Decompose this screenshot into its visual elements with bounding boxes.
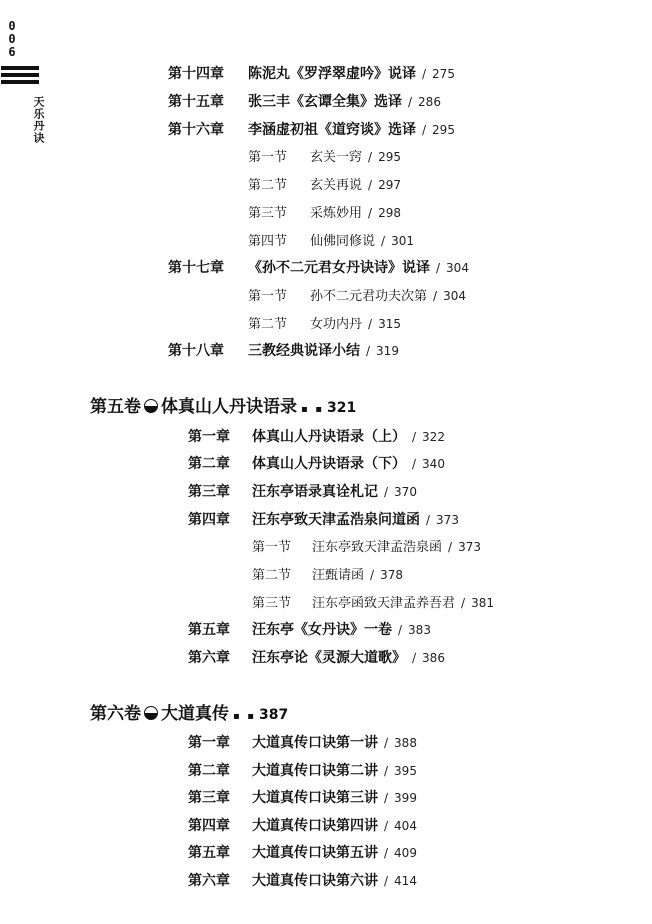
- section-label: 第二节: [248, 317, 288, 332]
- volume-dots: ▪ ▪: [233, 711, 257, 722]
- chapter-label: 第二章: [188, 456, 230, 472]
- separator: /: [422, 123, 427, 137]
- section-title: 汪东亭函致天津孟养吾君: [312, 596, 456, 611]
- page-ref: 387: [259, 707, 289, 723]
- page-ref: 286: [418, 95, 441, 109]
- toc-entry[interactable]: [188, 761, 417, 780]
- toc-section[interactable]: [252, 565, 403, 585]
- toc-entry[interactable]: [188, 816, 417, 835]
- chapter-title: 汪东亭语录真诠札记: [252, 484, 378, 500]
- page-ref: 370: [394, 485, 417, 499]
- chapter-label: 第十八章: [168, 343, 224, 359]
- page-ref: 378: [380, 568, 403, 582]
- separator: /: [412, 651, 417, 665]
- page-ref: 319: [376, 344, 399, 358]
- section-label: 第三节: [252, 596, 292, 611]
- chapter-label: 第一章: [188, 429, 230, 445]
- chapter-label: 第三章: [188, 484, 230, 500]
- page-ref: 321: [327, 400, 357, 416]
- chapter-label: 第十七章: [168, 260, 224, 276]
- section-label: 第四节: [248, 234, 288, 249]
- separator: /: [366, 344, 371, 358]
- section-title: 采炼妙用: [310, 206, 363, 221]
- separator: /: [408, 95, 413, 109]
- separator: /: [370, 568, 375, 582]
- chapter-title: 体真山人丹诀语录（上）: [252, 429, 406, 445]
- separator: /: [384, 846, 389, 860]
- toc-entry[interactable]: [188, 482, 417, 501]
- chapter-label: 第十五章: [168, 94, 224, 110]
- separator: /: [426, 513, 431, 527]
- section-label: 第二节: [248, 178, 288, 193]
- separator: /: [384, 819, 389, 833]
- chapter-title: 李涵虚初祖《道窍谈》选译: [248, 122, 416, 138]
- toc-section[interactable]: [248, 147, 401, 167]
- separator: /: [412, 430, 417, 444]
- chapter-label: 第一章: [188, 735, 230, 751]
- header-rule: [1, 66, 39, 87]
- chapter-label: 第六章: [188, 650, 230, 666]
- volume-title: 体真山人丹诀语录: [161, 397, 297, 417]
- separator: /: [433, 289, 438, 303]
- section-title: 玄关再说: [310, 178, 363, 193]
- toc-entry-ch15[interactable]: [168, 92, 441, 111]
- separator: /: [368, 150, 373, 164]
- chapter-label: 第五章: [188, 845, 230, 861]
- page-ref: 340: [422, 457, 445, 471]
- chapter-label: 第五章: [188, 622, 230, 638]
- chapter-title: 体真山人丹诀语录（下）: [252, 456, 406, 472]
- volume-label: 第六卷: [90, 704, 141, 724]
- separator: /: [384, 764, 389, 778]
- toc-section[interactable]: [252, 593, 494, 613]
- chapter-label: 第十四章: [168, 66, 224, 82]
- toc-entry[interactable]: [188, 843, 417, 862]
- chapter-title: 汪东亭《女丹诀》一卷: [252, 622, 392, 638]
- separator: /: [436, 261, 441, 275]
- toc-section[interactable]: [248, 175, 401, 195]
- separator: /: [422, 67, 427, 81]
- toc-section[interactable]: [248, 203, 401, 223]
- chapter-title: 大道真传口诀第一讲: [252, 735, 378, 751]
- toc-section[interactable]: [252, 537, 481, 557]
- page-ref: 304: [446, 261, 469, 275]
- toc-entry-ch14[interactable]: [168, 64, 455, 83]
- chapter-title: 大道真传口诀第五讲: [252, 845, 378, 861]
- page-ref: 409: [394, 846, 417, 860]
- toc-section[interactable]: [248, 314, 401, 334]
- page-ref: 395: [394, 764, 417, 778]
- page-ref: 399: [394, 791, 417, 805]
- page-ref: 295: [378, 150, 401, 164]
- toc-section[interactable]: [248, 231, 414, 251]
- separator: /: [381, 234, 386, 248]
- page-ref: 315: [378, 317, 401, 331]
- separator: /: [368, 178, 373, 192]
- chapter-title: 大道真传口诀第六讲: [252, 873, 378, 889]
- toc-entry-ch18[interactable]: [168, 341, 399, 360]
- page-ref: 295: [432, 123, 455, 137]
- section-title: 汪甄请函: [312, 568, 365, 583]
- page-ref: 414: [394, 874, 417, 888]
- toc-entry[interactable]: [188, 620, 431, 639]
- separator: /: [461, 596, 466, 610]
- separator: /: [384, 485, 389, 499]
- toc-entry[interactable]: [188, 788, 417, 807]
- chapter-title: 大道真传口诀第二讲: [252, 763, 378, 779]
- taiji-icon: [144, 399, 158, 413]
- section-title: 仙佛同修说: [310, 234, 376, 249]
- section-label: 第一节: [252, 540, 292, 555]
- chapter-title: 汪东亭论《灵源大道歌》: [252, 650, 406, 666]
- chapter-title: 大道真传口诀第三讲: [252, 790, 378, 806]
- page-ref: 298: [378, 206, 401, 220]
- taiji-icon: [144, 706, 158, 720]
- toc-entry[interactable]: [188, 871, 417, 890]
- section-title: 女功内丹: [310, 317, 363, 332]
- chapter-title: 大道真传口诀第四讲: [252, 818, 378, 834]
- separator: /: [368, 317, 373, 331]
- chapter-label: 第四章: [188, 512, 230, 528]
- section-label: 第一节: [248, 289, 288, 304]
- page-ref: 322: [422, 430, 445, 444]
- toc-entry-ch17[interactable]: [168, 258, 469, 277]
- toc-entry[interactable]: [188, 733, 417, 752]
- running-title: 天乐丹诀: [32, 96, 45, 144]
- section-title: 玄关一窍: [310, 150, 363, 165]
- page-ref: 386: [422, 651, 445, 665]
- chapter-title: 汪东亭致天津孟浩泉问道函: [252, 512, 420, 528]
- toc-section[interactable]: [248, 286, 466, 306]
- section-label: 第二节: [252, 568, 292, 583]
- chapter-label: 第六章: [188, 873, 230, 889]
- page-ref: 383: [408, 623, 431, 637]
- section-title: 孙不二元君功夫次第: [310, 289, 428, 304]
- page-ref: 301: [391, 234, 414, 248]
- volume-heading-6[interactable]: [90, 703, 288, 728]
- volume-title: 大道真传: [161, 704, 229, 724]
- separator: /: [384, 736, 389, 750]
- chapter-label: 第二章: [188, 763, 230, 779]
- separator: /: [384, 874, 389, 888]
- section-title: 汪东亭致天津孟浩泉函: [312, 540, 443, 555]
- page-ref: 304: [443, 289, 466, 303]
- chapter-title: 张三丰《玄谭全集》选译: [248, 94, 402, 110]
- volume-label: 第五卷: [90, 397, 141, 417]
- page-ref: 381: [471, 596, 494, 610]
- separator: /: [368, 206, 373, 220]
- section-label: 第三节: [248, 206, 288, 221]
- toc-entry-ch16[interactable]: [168, 120, 455, 139]
- separator: /: [398, 623, 403, 637]
- toc-entry[interactable]: [188, 510, 459, 529]
- page-ref: 404: [394, 819, 417, 833]
- separator: /: [384, 791, 389, 805]
- chapter-title: 《孙不二元君女丹诀诗》说译: [248, 260, 430, 276]
- page-ref: 373: [458, 540, 481, 554]
- separator: /: [412, 457, 417, 471]
- chapter-title: 陈泥丸《罗浮翠虚吟》说译: [248, 66, 416, 82]
- page-ref: 275: [432, 67, 455, 81]
- chapter-label: 第三章: [188, 790, 230, 806]
- chapter-title: 三教经典说译小结: [248, 343, 360, 359]
- page-ref: 297: [378, 178, 401, 192]
- volume-heading-5[interactable]: [90, 396, 356, 421]
- page-ref: 388: [394, 736, 417, 750]
- chapter-label: 第四章: [188, 818, 230, 834]
- volume-dots: ▪ ▪: [301, 404, 325, 415]
- page-ref: 373: [436, 513, 459, 527]
- chapter-label: 第十六章: [168, 122, 224, 138]
- toc-entry[interactable]: [188, 454, 445, 473]
- toc-entry[interactable]: [188, 648, 445, 667]
- separator: /: [448, 540, 453, 554]
- section-label: 第一节: [248, 150, 288, 165]
- toc-entry[interactable]: [188, 427, 445, 446]
- page-number: 006: [8, 19, 16, 59]
